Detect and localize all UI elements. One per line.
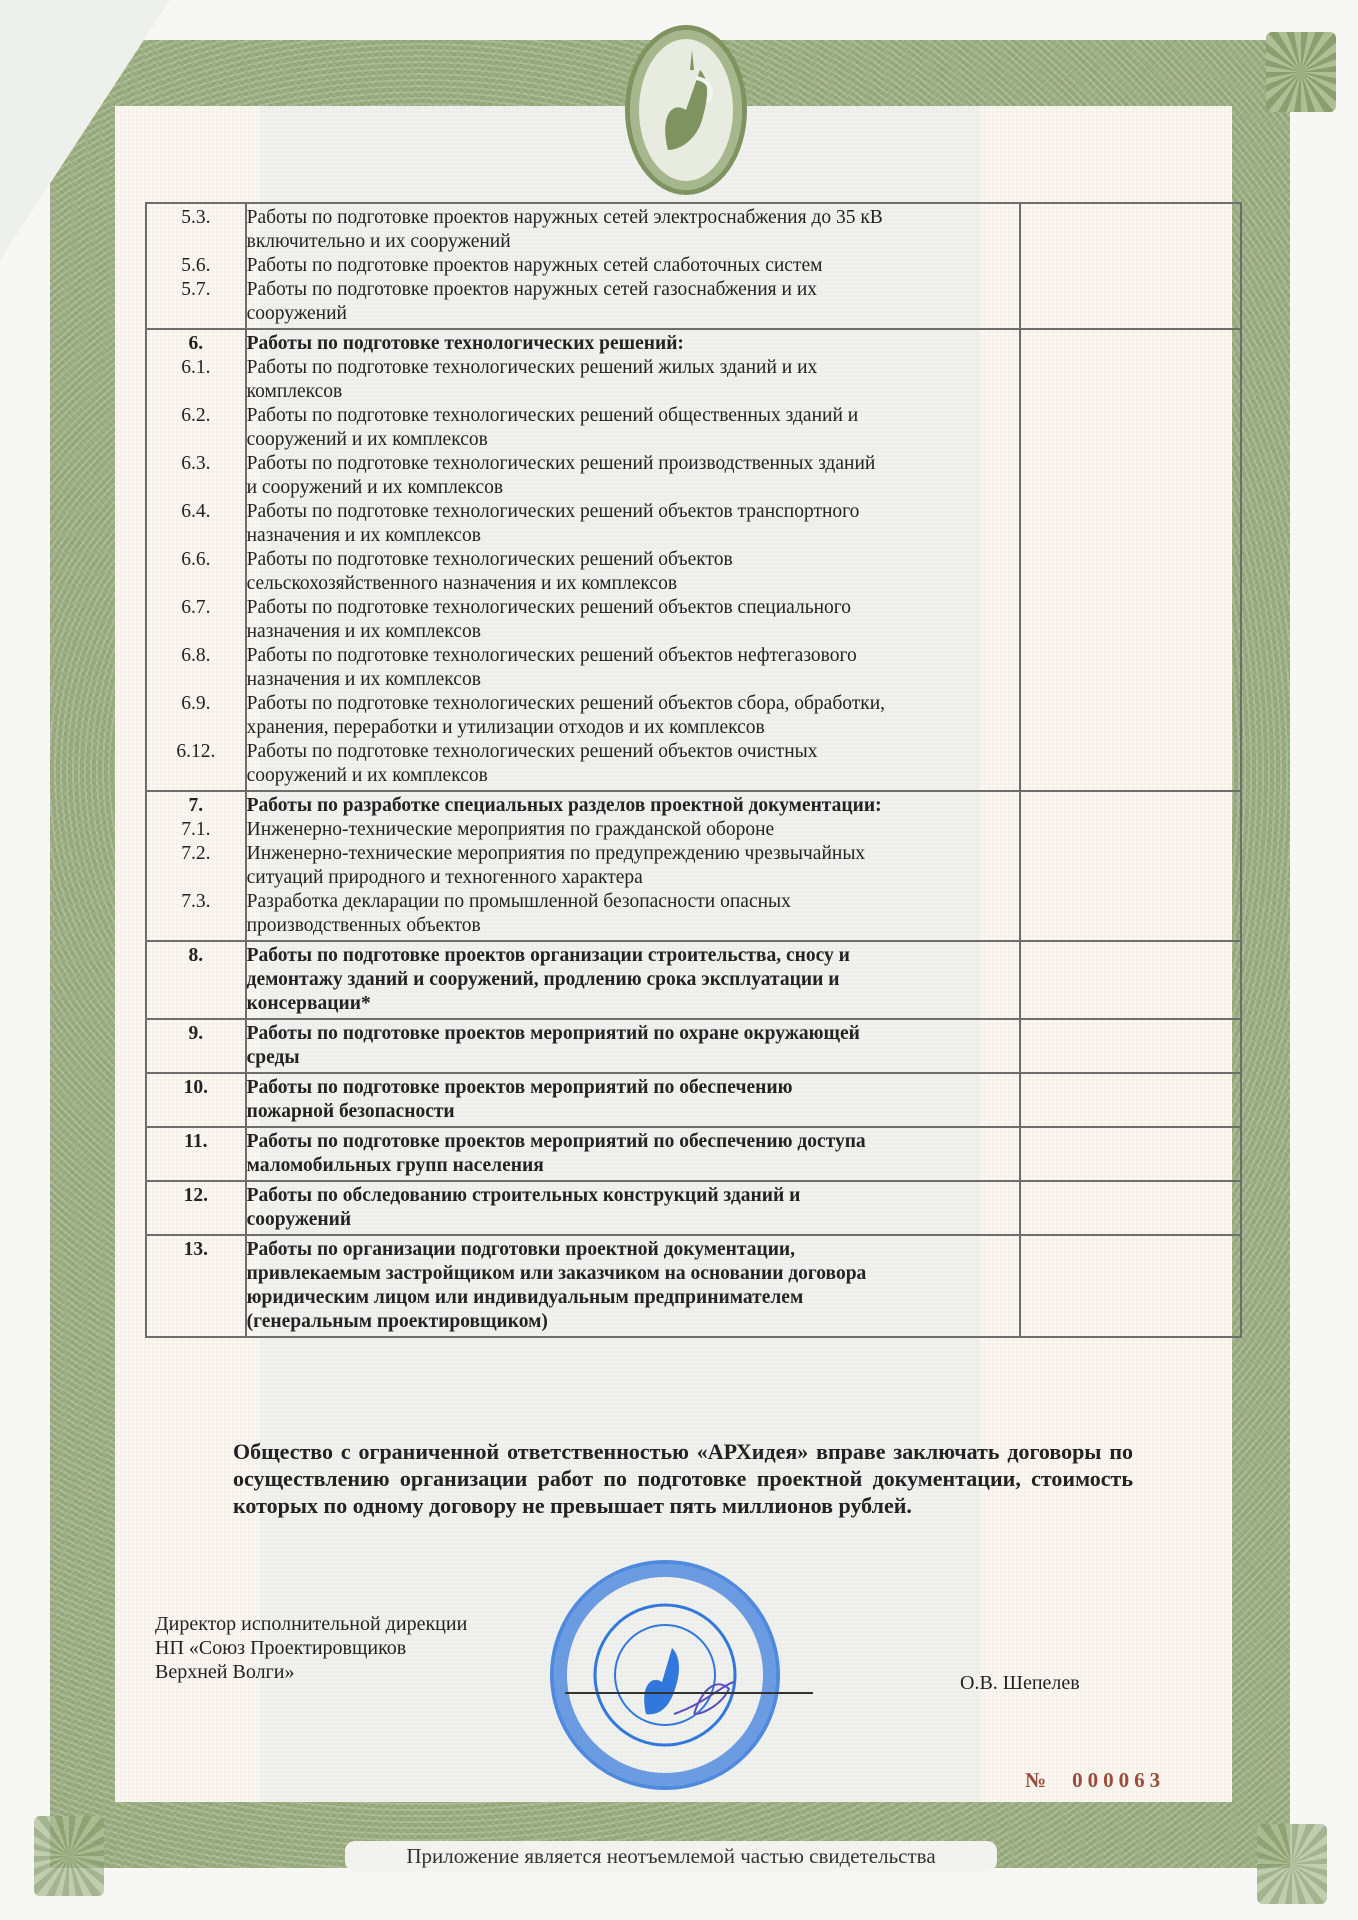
item-text-line: включительно и их сооружений (246, 231, 511, 252)
spacer (147, 620, 245, 644)
item-text-line: Работы по подготовке технологических решений производственных зданий (246, 453, 876, 474)
spacer (147, 764, 245, 788)
item-number: 12. (183, 1185, 208, 1206)
item-text-cell (246, 1019, 1021, 1073)
item-text-cell (246, 941, 1021, 1019)
signature-line (565, 1692, 813, 1694)
item-number: 5.6. (181, 255, 211, 276)
section-heading-line: сооружений (246, 1209, 352, 1230)
serial-number (1025, 1768, 1165, 1793)
empty-cell (1020, 203, 1241, 329)
spacer (147, 572, 245, 596)
item-text-line: назначения и их комплексов (246, 669, 481, 690)
corner-ornament-top-right (1266, 32, 1336, 112)
spacer (147, 1310, 245, 1334)
spacer (147, 1286, 245, 1310)
item-text-line: Работы по подготовке проектов наружных сетей слаботочных систем (246, 255, 823, 276)
signatory-title (155, 1612, 467, 1684)
item-number: 7.1. (181, 819, 211, 840)
signatory-title-line: Директор исполнительной дирекции (155, 1613, 468, 1635)
logo-sail-icon (630, 30, 742, 190)
item-number-cell (146, 203, 246, 329)
table-row (146, 329, 1241, 791)
item-number-cell (146, 1073, 246, 1127)
empty-cell (1020, 1181, 1241, 1235)
item-number-cell (146, 329, 246, 791)
item-number: 5.7. (181, 279, 211, 300)
spacer (147, 428, 245, 452)
empty-cell (1020, 1019, 1241, 1073)
item-number: 6.9. (181, 693, 211, 714)
item-number: 6.2. (181, 405, 211, 426)
table-row (146, 791, 1241, 941)
spacer (147, 968, 245, 992)
item-number: 5.3. (181, 207, 211, 228)
item-number: 6.3. (181, 453, 211, 474)
official-stamp (550, 1560, 780, 1790)
contract-limit-statement: Общество с ограниченной ответственностью «АРХидея» вправе заключать договоры по осуществлению организации работ по подготовке проектной документации, стоимость которых по одному договору не превышает пять миллионов рублей. (233, 1439, 1133, 1518)
spacer (147, 1154, 245, 1178)
spacer (147, 524, 245, 548)
item-text-line: производственных объектов (246, 915, 481, 936)
item-text-line: Разработка декларации по промышленной безопасности опасных (246, 891, 791, 912)
item-text-line: комплексов (246, 381, 343, 402)
item-text-line: Работы по подготовке технологических решений объектов специального (246, 597, 852, 618)
item-text-cell (246, 1073, 1021, 1127)
item-text-cell (246, 1127, 1021, 1181)
table-row (146, 1235, 1241, 1337)
item-text-line: ситуаций природного и техногенного характера (246, 867, 643, 888)
empty-cell (1020, 791, 1241, 941)
item-number: 8. (188, 945, 204, 966)
spacer (147, 230, 245, 254)
item-number-cell (146, 1181, 246, 1235)
spacer (147, 476, 245, 500)
table-row (146, 941, 1241, 1019)
item-number: 6.7. (181, 597, 211, 618)
footer-note: Приложение является неотъемлемой частью свидетельства (345, 1841, 997, 1871)
empty-cell (1020, 941, 1241, 1019)
item-number-cell (146, 791, 246, 941)
item-number: 6.8. (181, 645, 211, 666)
section-heading-line: Работы по подготовке проектов организации строительства, сносу и (246, 945, 850, 966)
item-text-line: сельскохозяйственного назначения и их комплексов (246, 573, 678, 594)
spacer (147, 866, 245, 890)
spacer (147, 716, 245, 740)
item-text-cell (246, 1181, 1021, 1235)
item-text-line: сооружений (246, 303, 347, 324)
signer-name: О.В. Шепелев (960, 1672, 1080, 1694)
spacer (147, 1262, 245, 1286)
item-number: 6.6. (181, 549, 211, 570)
section-heading-line: пожарной безопасности (246, 1101, 455, 1122)
item-number: 7.3. (181, 891, 211, 912)
table-row (146, 1181, 1241, 1235)
item-text-cell (246, 203, 1021, 329)
item-number: 6.4. (181, 501, 211, 522)
section-heading-line: привлекаемым застройщиком или заказчиком на основании договора (246, 1263, 867, 1284)
item-text-line: Работы по подготовке проектов наружных сетей электроснабжения до 35 кВ (246, 207, 883, 228)
number-sign: № (1025, 1768, 1047, 1792)
section-heading-line: консервации* (246, 993, 371, 1014)
section-heading-line: демонтажу зданий и сооружений, продлению срока эксплуатации и (246, 969, 840, 990)
signatory-title-line: НП «Союз Проектировщиков (155, 1637, 407, 1659)
empty-cell (1020, 329, 1241, 791)
item-number: 7.2. (181, 843, 211, 864)
item-number-cell (146, 1235, 246, 1337)
work-types-table (145, 202, 1242, 1338)
section-heading-line: юридическим лицом или индивидуальным предпринимателем (246, 1287, 804, 1308)
item-text-cell (246, 329, 1021, 791)
table-row (146, 1127, 1241, 1181)
signatory-title-line: Верхней Волги» (155, 1661, 295, 1683)
item-text-cell (246, 1235, 1021, 1337)
section-heading-line: Работы по организации подготовки проектной документации, (246, 1239, 796, 1260)
item-number: 13. (183, 1239, 208, 1260)
item-number: 6.1. (181, 357, 211, 378)
item-number-cell (146, 941, 246, 1019)
spacer (147, 914, 245, 938)
item-text-line: Работы по подготовке технологических решений жилых зданий и их (246, 357, 818, 378)
item-text-line: Инженерно-технические мероприятия по предупреждению чрезвычайных (246, 843, 866, 864)
corner-ornament-bottom-right (1257, 1824, 1327, 1904)
item-text-line: и сооружений и их комплексов (246, 477, 504, 498)
section-heading: Работы по разработке специальных разделов проектной документации: (246, 795, 882, 816)
spacer (147, 668, 245, 692)
item-number: 6. (188, 333, 204, 354)
spacer (147, 1046, 245, 1070)
item-text-line: назначения и их комплексов (246, 525, 481, 546)
item-number: 9. (188, 1023, 204, 1044)
section-heading-line: среды (246, 1047, 300, 1068)
spacer (147, 1208, 245, 1232)
item-text-line: Работы по подготовке технологических решений объектов очистных (246, 741, 818, 762)
spacer (147, 1100, 245, 1124)
empty-cell (1020, 1073, 1241, 1127)
serial-value: 000063 (1072, 1768, 1166, 1792)
item-text-cell (246, 791, 1021, 941)
item-text-line: хранения, переработки и утилизации отходов и их комплексов (246, 717, 765, 738)
section-heading-line: Работы по подготовке проектов мероприятий по обеспечению доступа (246, 1131, 866, 1152)
item-number: 10. (183, 1077, 208, 1098)
item-number-cell (146, 1127, 246, 1181)
spacer (147, 302, 245, 326)
spacer (147, 380, 245, 404)
stamp-emblem-icon (554, 1564, 776, 1786)
item-text-line: Инженерно-технические мероприятия по гражданской обороне (246, 819, 775, 840)
table-row (146, 203, 1241, 329)
section-heading-line: Работы по подготовке проектов мероприятий по обеспечению (246, 1077, 793, 1098)
spacer (147, 992, 245, 1016)
section-heading-line: Работы по подготовке проектов мероприятий по охране окружающей (246, 1023, 860, 1044)
item-text-line: Работы по подготовке технологических решений объектов нефтегазового (246, 645, 857, 666)
item-text-line: Работы по подготовке технологических решений объектов транспортного (246, 501, 860, 522)
association-logo (625, 25, 747, 195)
item-text-line: Работы по подготовке технологических решений объектов (246, 549, 733, 570)
item-text-line: сооружений и их комплексов (246, 765, 488, 786)
section-heading-line: Работы по обследованию строительных конструкций зданий и (246, 1185, 801, 1206)
item-text-line: Работы по подготовке проектов наружных сетей газоснабжения и их (246, 279, 818, 300)
item-number-cell (146, 1019, 246, 1073)
empty-cell (1020, 1235, 1241, 1337)
item-number: 7. (188, 795, 204, 816)
empty-cell (1020, 1127, 1241, 1181)
section-heading: Работы по подготовке технологических решений: (246, 333, 684, 354)
item-text-line: Работы по подготовке технологических решений общественных зданий и (246, 405, 859, 426)
item-text-line: назначения и их комплексов (246, 621, 481, 642)
item-text-line: Работы по подготовке технологических решений объектов сбора, обработки, (246, 693, 886, 714)
table-row (146, 1019, 1241, 1073)
item-number: 11. (184, 1131, 208, 1152)
item-text-line: сооружений и их комплексов (246, 429, 488, 450)
item-number: 6.12. (176, 741, 216, 762)
table-row (146, 1073, 1241, 1127)
section-heading-line: (генеральным проектировщиком) (246, 1311, 548, 1332)
corner-ornament-bottom-left (34, 1816, 104, 1896)
section-heading-line: маломобильных групп населения (246, 1155, 544, 1176)
